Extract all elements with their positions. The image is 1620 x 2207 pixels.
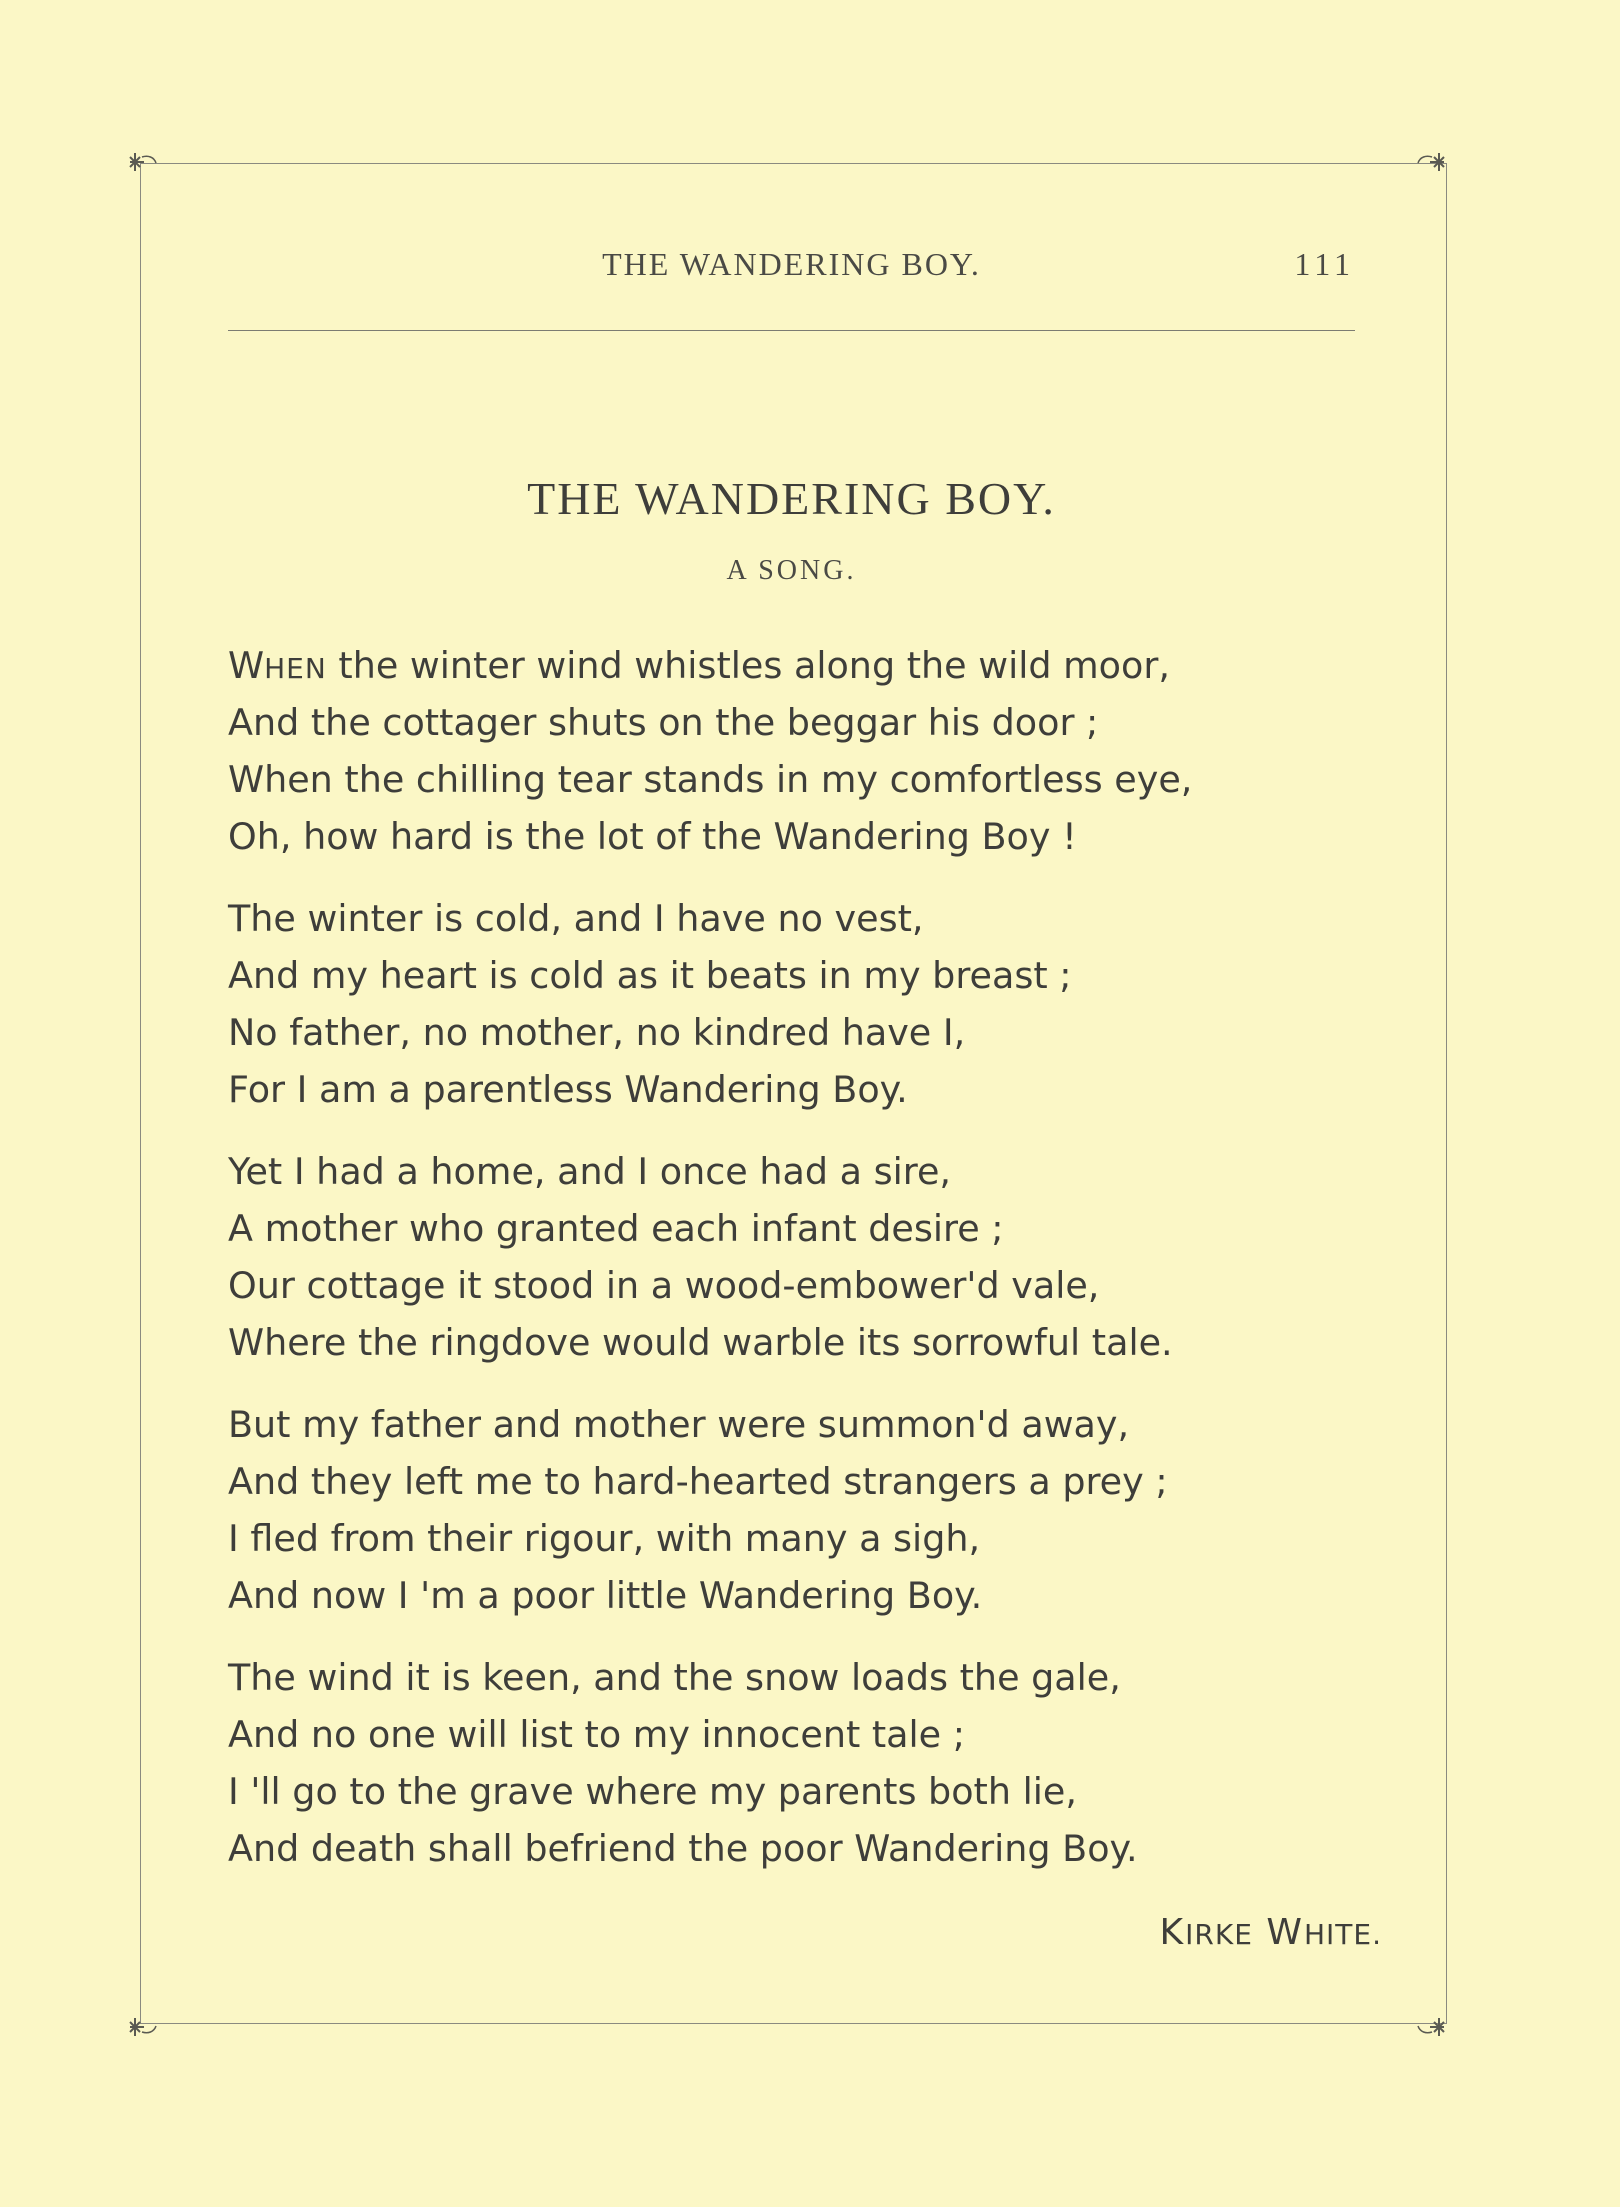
poem-line: But my father and mother were summon'd away, — [228, 1403, 1130, 1446]
author-last-rest: HITE. — [1303, 1918, 1382, 1951]
stanza — [228, 1649, 1358, 1877]
poem-line: Yet I had a home, and I once had a sire, — [228, 1150, 951, 1193]
poem-line: And they left me to hard-hearted strangers a prey ; — [228, 1460, 1168, 1503]
poem-line: Oh, how hard is the lot of the Wandering Boy ! — [228, 815, 1077, 858]
poem-line: And death shall befriend the poor Wandering Boy. — [228, 1827, 1138, 1870]
poem-body — [228, 637, 1358, 1902]
stanza — [228, 1396, 1358, 1624]
poem-subtitle: A SONG. — [726, 555, 857, 586]
poem-line: For I am a parentless Wandering Boy. — [228, 1068, 908, 1111]
corner-ornament-bottom-left — [126, 2006, 160, 2040]
corner-ornament-top-left — [126, 149, 160, 183]
corner-ornament-top-right — [1414, 149, 1448, 183]
poem-line: Where the ringdove would warble its sorrowful tale. — [228, 1321, 1173, 1364]
running-title: THE WANDERING BOY. — [602, 246, 981, 282]
header-rule — [228, 330, 1355, 331]
poem-line — [228, 637, 1358, 694]
poem-line: The wind it is keen, and the snow loads the gale, — [228, 1656, 1121, 1699]
poem-line: The winter is cold, and I have no vest, — [228, 897, 924, 940]
first-word-rest: HEN — [264, 652, 327, 685]
stanza — [228, 1143, 1358, 1371]
first-word-initial: W — [228, 644, 265, 687]
poem-line: I 'll go to the grave where my parents both lie, — [228, 1770, 1077, 1813]
poem-line: And no one will list to my innocent tale ; — [228, 1713, 966, 1756]
poem-line: And my heart is cold as it beats in my breast ; — [228, 954, 1072, 997]
author-initial-first: K — [1159, 1912, 1186, 1953]
author-first-rest: IRKE — [1185, 1918, 1253, 1951]
poem-line: And the cottager shuts on the beggar his door ; — [228, 701, 1099, 744]
poem-title: THE WANDERING BOY. — [527, 473, 1056, 524]
stanza — [228, 890, 1358, 1118]
poem-line: And now I 'm a poor little Wandering Boy. — [228, 1574, 983, 1617]
poem-line: No father, no mother, no kindred have I, — [228, 1011, 966, 1054]
poem-line: I fled from their rigour, with many a sigh, — [228, 1517, 981, 1560]
line-text: the winter wind whistles along the wild moor, — [326, 644, 1170, 687]
stanza — [228, 637, 1358, 865]
author-initial-last: W — [1266, 1912, 1304, 1953]
author-attribution — [1160, 1912, 1382, 1953]
poem-line: Our cottage it stood in a wood-embower'd vale, — [228, 1264, 1100, 1307]
poem-line: When the chilling tear stands in my comfortless eye, — [228, 758, 1193, 801]
corner-ornament-bottom-right — [1414, 2006, 1448, 2040]
page-number: 111 — [1294, 246, 1355, 282]
poem-line: A mother who granted each infant desire ; — [228, 1207, 1004, 1250]
running-head — [228, 238, 1355, 288]
